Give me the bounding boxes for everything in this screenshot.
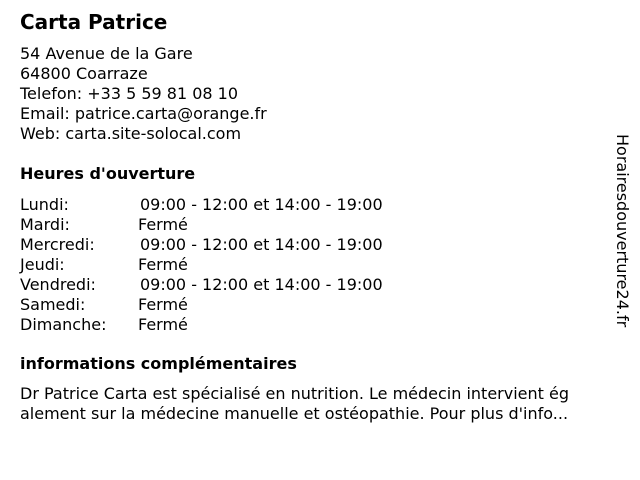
contact-block (20, 44, 267, 144)
hours-day: Dimanche: (20, 315, 107, 334)
phone-number: Telefon: +33 5 59 81 08 10 (20, 84, 239, 103)
additional-info-title: informations complémentaires (20, 354, 297, 373)
hours-day: Vendredi: (20, 275, 96, 294)
hours-day: Mardi: (20, 215, 70, 234)
business-name: Carta Patrice (20, 10, 168, 34)
description-line: alement sur la médecine manuelle et ostéopathie. Pour plus d'info... (20, 404, 569, 423)
address-city: 64800 Coarraze (20, 64, 148, 83)
hours-day: Mercredi: (20, 235, 95, 254)
hours-day: Lundi: (20, 195, 69, 214)
hours-value: Fermé (138, 295, 188, 314)
watermark-text: Horairesdouverture24.fr (613, 134, 632, 328)
hours-value: Fermé (138, 255, 188, 274)
email-address: Email: patrice.carta@orange.fr (20, 104, 267, 123)
hours-value: 09:00 - 12:00 et 14:00 - 19:00 (140, 195, 383, 214)
description-line: Dr Patrice Carta est spécialisé en nutrition. Le médecin intervient ég (20, 384, 570, 403)
hours-value: Fermé (138, 315, 188, 334)
opening-hours-title: Heures d'ouverture (20, 164, 196, 183)
hours-day: Jeudi: (20, 255, 65, 274)
hours-value: 09:00 - 12:00 et 14:00 - 19:00 (140, 275, 383, 294)
description-text (20, 384, 620, 424)
website-address: Web: carta.site-solocal.com (20, 124, 242, 143)
hours-value: Fermé (138, 215, 188, 234)
hours-value: 09:00 - 12:00 et 14:00 - 19:00 (140, 235, 383, 254)
address-street: 54 Avenue de la Gare (20, 44, 193, 63)
hours-day: Samedi: (20, 295, 86, 314)
